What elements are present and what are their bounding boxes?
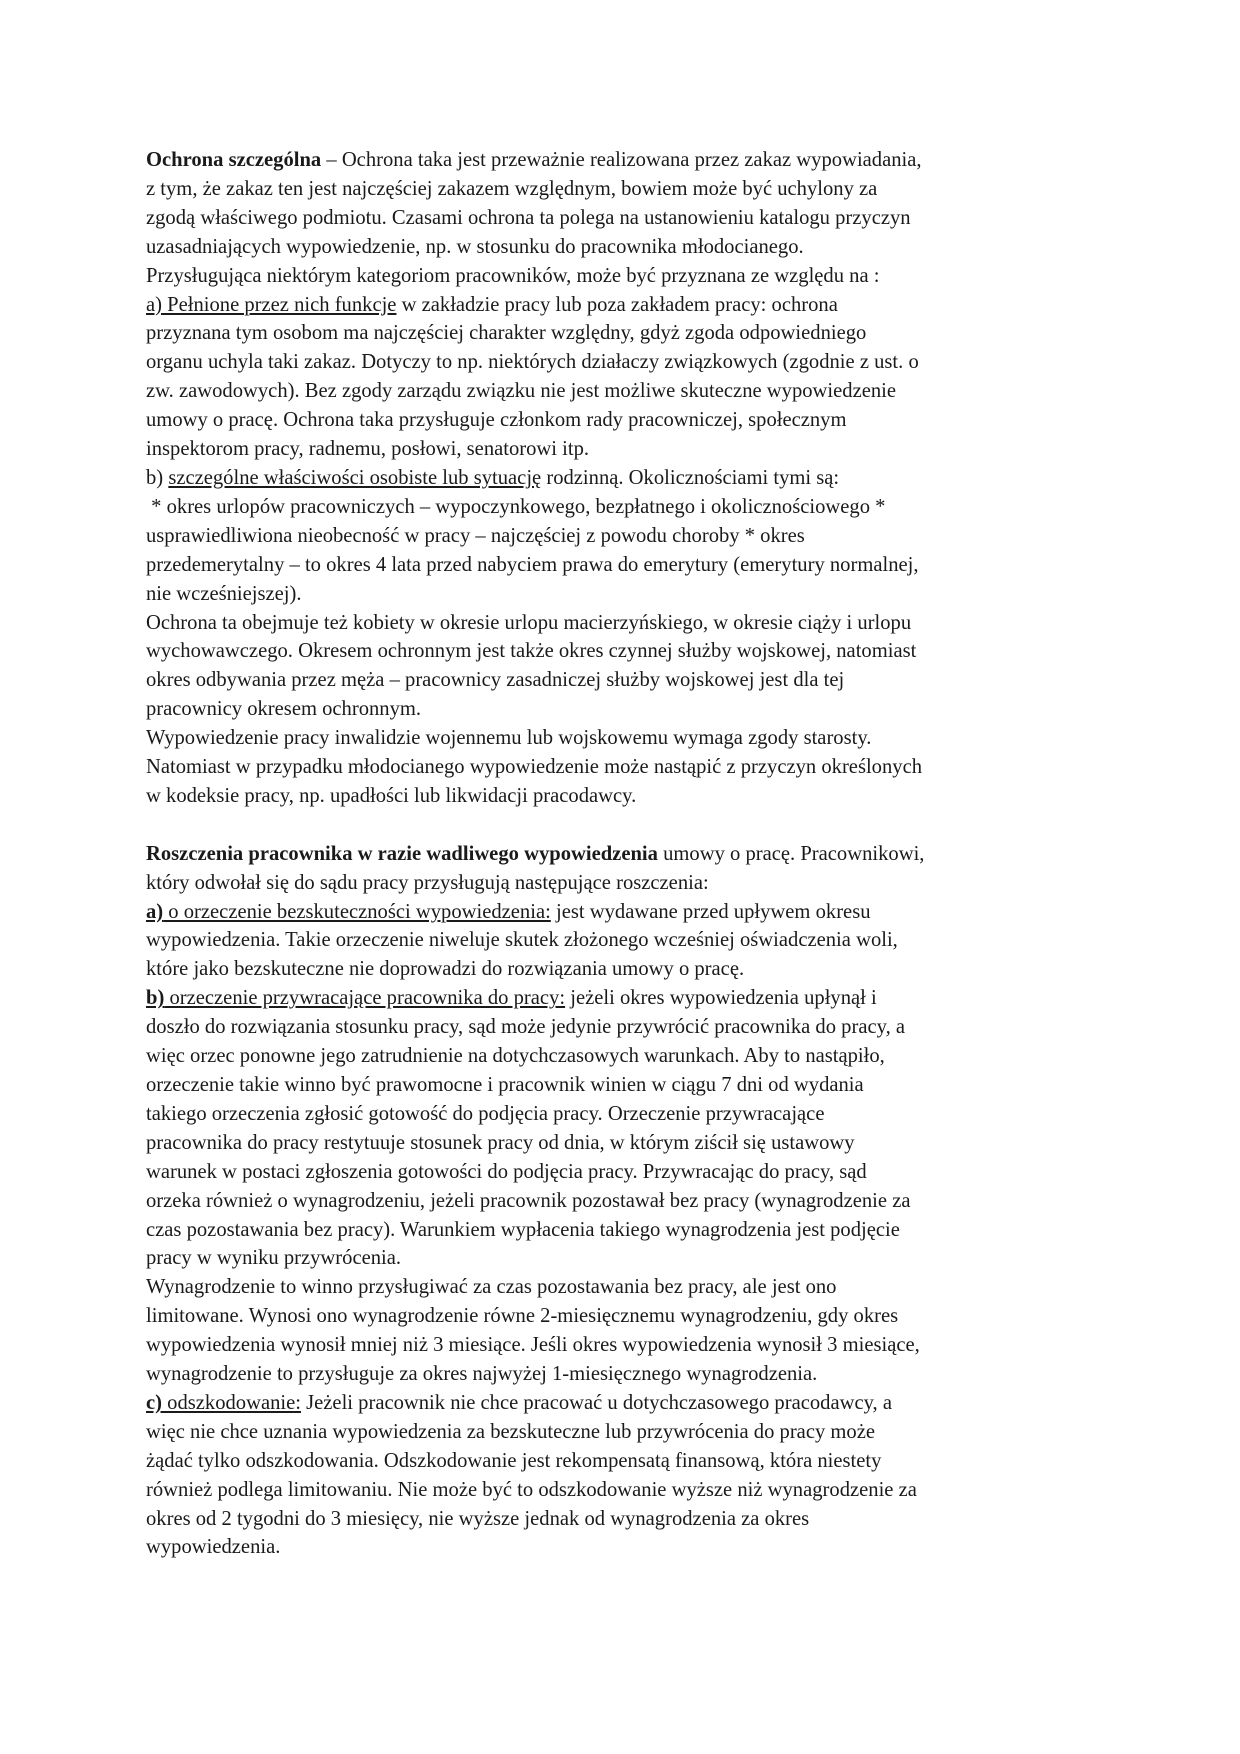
section1-closing-line: w kodeksie pracy, np. upadłości lub likwidacji pracodawcy.: [146, 784, 637, 807]
section2-item-b-line: pracy w wyniku przywrócenia.: [146, 1247, 402, 1270]
section2-item-b-letter: b): [146, 987, 165, 1010]
section1-item-b-first-line: [146, 464, 1096, 493]
section2-intro-line: który odwołał się do sądu pracy przysługują następujące roszczenia:: [146, 871, 709, 894]
section2-intro-rest: umowy o pracę. Pracownikowi,: [657, 842, 925, 865]
section1-item-a-line: inspektorom pracy, radnemu, posłowi, senatorowi itp.: [146, 438, 590, 461]
section1-item-b-prefix: b): [146, 466, 169, 489]
section1-item-a-first-line: [146, 291, 1096, 320]
section2-item-b-line: doszło do rozwiązania stosunku pracy, sąd może jedynie przywrócić pracownika do pracy, a: [146, 1016, 906, 1039]
section2-item-c-line: więc nie chce uznania wypowiedzenia za bezskuteczne lub przywrócenia do pracy może: [146, 1420, 875, 1443]
document-page: [146, 146, 1096, 1562]
section2-item-b-line: orzeka również o wynagrodzeniu, jeżeli pracownik pozostawał bez pracy (wynagrodzenie za: [146, 1189, 911, 1212]
section2-item-b-line: Wynagrodzenie to winno przysługiwać za czas pozostawania bez pracy, ale jest ono: [146, 1276, 837, 1299]
section1-closing-line: Ochrona ta obejmuje też kobiety w okresie urlopu macierzyńskiego, w okresie ciąży i urlopu: [146, 611, 912, 634]
section2-item-b-line: warunek w postaci zgłoszenia gotowości do podjęcia pracy. Przywracając do pracy, sąd: [146, 1160, 867, 1183]
section2-item-c-line: wypowiedzenia.: [146, 1536, 281, 1559]
section1-item-b-line: * okres urlopów pracowniczych – wypoczynkowego, bezpłatnego i okolicznościowego *: [146, 495, 886, 518]
section2-item-c-first-line: [146, 1389, 1096, 1418]
section1-closing-line: pracownicy okresem ochronnym.: [146, 698, 422, 721]
section1-first-line: [146, 146, 1096, 175]
section2-item-b-line: więc orzec ponowne jego zatrudnienie na dotychczasowych warunkach. Aby to nastąpiło,: [146, 1045, 885, 1068]
section1-intro-rest: – Ochrona taka jest przeważnie realizowana przez zakaz wypowiadania,: [321, 149, 922, 171]
section2-item-a-letter: a): [146, 900, 164, 923]
section2-item-a-label: o orzeczenie bezskuteczności wypowiedzenia:: [163, 900, 551, 923]
section2-item-a-line: które jako bezskuteczne nie doprowadzi do rozwiązania umowy o pracę.: [146, 958, 745, 981]
section-roszczenia-pracownika: [146, 840, 1096, 1563]
section1-item-a-rest: w zakładzie pracy lub poza zakładem pracy: ochrona: [396, 293, 838, 316]
section1-intro-line: uzasadniających wypowiedzenie, np. w stosunku do pracownika młodocianego.: [146, 235, 804, 258]
section2-item-a-first-line: [146, 898, 1096, 927]
section2-item-a-rest: jest wydawane przed upływem okresu: [550, 900, 871, 923]
section2-item-c-line: okres od 2 tygodni do 3 miesięcy, nie wyższe jednak od wynagrodzenia za okres: [146, 1507, 810, 1530]
section2-item-b-line: orzeczenie takie winno być prawomocne i pracownik winien w ciągu 7 dni od wydania: [146, 1073, 864, 1096]
section2-item-c-rest: Jeżeli pracownik nie chce pracować u dotychczasowego pracodawcy, a: [300, 1391, 892, 1414]
section1-closing-line: Wypowiedzenie pracy inwalidzie wojennemu lub wojskowemu wymaga zgody starosty.: [146, 727, 872, 750]
section1-title: Ochrona szczególna: [146, 149, 322, 171]
section1-closing-line: okres odbywania przez męża – pracownicy zasadniczej służby wojskowej jest dla tej: [146, 669, 845, 692]
section2-first-line: [146, 840, 1096, 869]
section2-item-a-line: wypowiedzenia. Takie orzeczenie niweluje skutek złożonego wcześniej oświadczenia woli,: [146, 929, 898, 952]
section1-item-a-line: umowy o pracę. Ochrona taka przysługuje członkom rady pracowniczej, społecznym: [146, 409, 847, 432]
section1-intro-line: Przysługująca niektórym kategoriom pracowników, może być przyznana ze względu na :: [146, 264, 880, 287]
section1-item-b-line: przedemerytalny – to okres 4 lata przed nabyciem prawa do emerytury (emerytury normalnej,: [146, 553, 919, 576]
section1-item-b-line: usprawiedliwiona nieobecność w pracy – najczęściej z powodu choroby * okres: [146, 524, 805, 547]
section2-item-b-line: wypowiedzenia wynosił mniej niż 3 miesiące. Jeśli okres wypowiedzenia wynosił 3 miesiące,: [146, 1334, 920, 1357]
section1-item-b-label: szczególne właściwości osobiste lub sytuację: [168, 466, 542, 489]
section1-item-a-line: przyznana tym osobom ma najczęściej charakter względny, gdyż zgoda odpowiedniego: [146, 322, 867, 345]
section2-title: Roszczenia pracownika w razie wadliwego wypowiedzenia: [146, 842, 658, 865]
section1-item-b-line: nie wcześniejszej).: [146, 582, 302, 605]
section2-item-b-line: limitowane. Wynosi ono wynagrodzenie równe 2-miesięcznemu wynagrodzeniu, gdy okres: [146, 1305, 899, 1328]
section1-intro-line: zgodą właściwego podmiotu. Czasami ochrona ta polega na ustanowieniu katalogu przyczyn: [146, 206, 911, 229]
section2-item-b-line: czas pozostawania bez pracy). Warunkiem wypłacenia takiego wynagrodzenia jest podjęcie: [146, 1218, 900, 1241]
section2-item-c-label: odszkodowanie:: [162, 1391, 301, 1414]
section-ochrona-szczegolna: [146, 146, 1096, 811]
section2-item-c-letter: c): [146, 1391, 162, 1414]
section2-item-b-rest: jeżeli okres wypowiedzenia upłynął i: [565, 987, 877, 1010]
section1-closing-line: Natomiast w przypadku młodocianego wypowiedzenie może nastąpić z przyczyn określonych: [146, 756, 923, 779]
section2-item-b-line: takiego orzeczenia zgłosić gotowość do podjęcia pracy. Orzeczenie przywracające: [146, 1102, 825, 1125]
section2-item-b-line: wynagrodzenie to przysługuje za okres najwyżej 1-miesięcznego wynagrodzenia.: [146, 1363, 818, 1386]
section2-item-c-line: również podlega limitowaniu. Nie może być to odszkodowanie wyższe niż wynagrodzenie za: [146, 1478, 917, 1501]
section2-item-c-line: żądać tylko odszkodowania. Odszkodowanie jest rekompensatą finansową, która niestety: [146, 1449, 882, 1472]
section1-item-a-line: zw. zawodowych). Bez zgody zarządu związku nie jest możliwe skuteczne wypowiedzenie: [146, 380, 897, 403]
section1-intro-line: z tym, że zakaz ten jest najczęściej zakazem względnym, bowiem może być uchylony za: [146, 177, 878, 200]
section1-item-a-label: a) Pełnione przez nich funkcje: [146, 293, 397, 316]
section2-item-b-line: pracownika do pracy restytuuje stosunek pracy od dnia, w którym ziścił się ustawowy: [146, 1131, 855, 1154]
paragraph-spacer: [146, 811, 1096, 840]
section1-item-a-line: organu uchyla taki zakaz. Dotyczy to np. niektórych działaczy związkowych (zgodnie z ust. o: [146, 351, 919, 374]
section2-item-b-first-line: [146, 984, 1096, 1013]
section1-item-b-rest: rodzinną. Okolicznościami tymi są:: [541, 466, 840, 489]
section2-item-b-label: orzeczenie przywracające pracownika do pracy:: [164, 987, 566, 1010]
section1-closing-line: wychowawczego. Okresem ochronnym jest także okres czynnej służby wojskowej, natomiast: [146, 640, 917, 663]
